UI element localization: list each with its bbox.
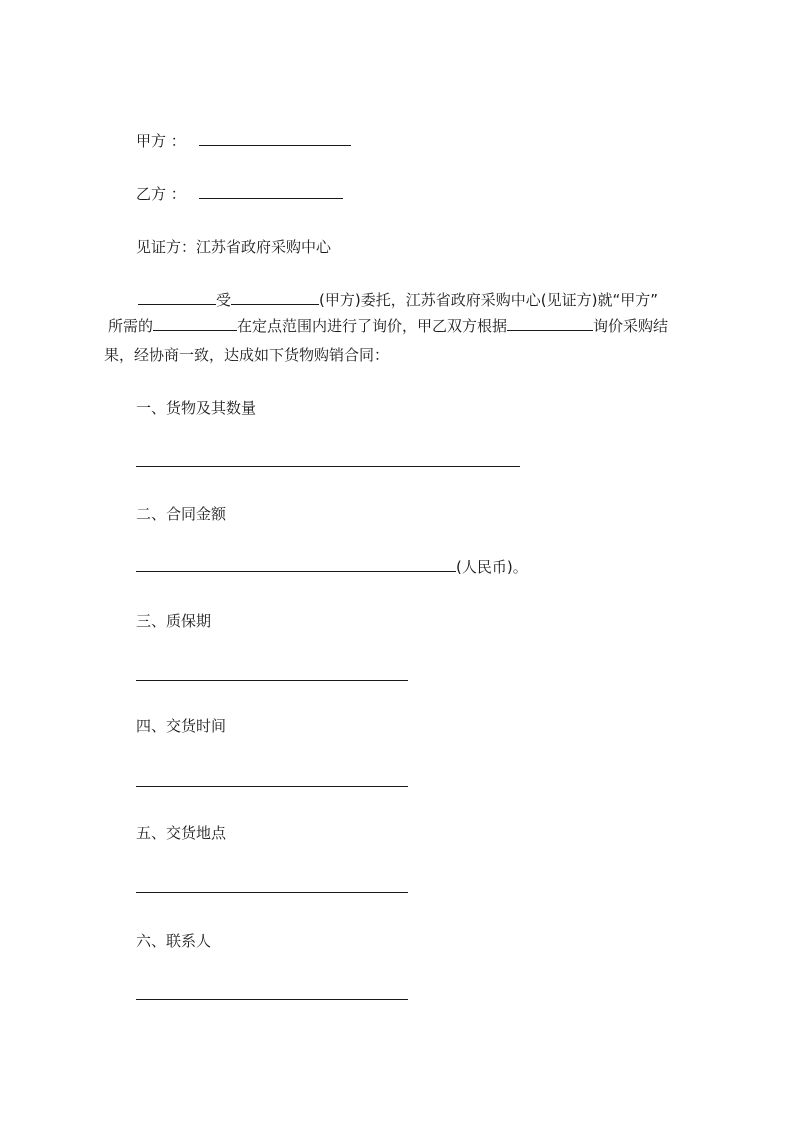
goods-blank[interactable] — [153, 316, 237, 331]
witness-label: 见证方： — [136, 238, 197, 256]
section-5-blank[interactable] — [136, 892, 408, 893]
section-4-heading: 四、交货时间 — [136, 717, 227, 735]
section-1-heading: 一、货物及其数量 — [136, 399, 257, 417]
party-a-row — [136, 131, 351, 151]
section-3-heading: 三、质保期 — [136, 612, 212, 630]
witness-value: 江苏省政府采购中心 — [196, 238, 332, 256]
preamble-conclusion: 果，经协商一致，达成如下货物购销合同： — [104, 346, 390, 364]
party-a-label: 甲方 ： — [136, 132, 186, 150]
preamble-needed: 所需的 — [108, 317, 154, 335]
section-2-row — [136, 557, 528, 577]
section-3-blank[interactable] — [136, 680, 408, 681]
preamble-receive: 受 — [216, 291, 232, 309]
preamble-scope: 在定点范围内进行了询价，甲乙双方根据 — [237, 317, 508, 335]
section-6-blank[interactable] — [136, 999, 408, 1000]
section-6-heading: 六、联系人 — [136, 932, 212, 950]
preamble-line-3 — [104, 345, 389, 365]
section-1-blank[interactable] — [136, 466, 520, 467]
section-5-heading: 五、交货地点 — [136, 824, 227, 842]
witness-row — [136, 237, 331, 257]
entrusting-party-blank[interactable] — [138, 290, 216, 305]
preamble-line-1 — [138, 290, 658, 310]
section-2-heading: 二、合同金额 — [136, 505, 227, 523]
section-4-blank[interactable] — [136, 786, 408, 787]
party-b-label: 乙方 ： — [136, 185, 186, 203]
section-2-currency: (人民币)。 — [456, 558, 528, 576]
party-b-blank[interactable] — [199, 184, 343, 199]
party-b-row — [136, 184, 343, 204]
party-a-name-blank[interactable] — [231, 290, 319, 305]
preamble-party-a: (甲方) — [319, 291, 361, 309]
preamble-line-2 — [108, 316, 668, 336]
preamble-result: 询价采购结 — [593, 317, 669, 335]
section-2-blank[interactable] — [136, 557, 456, 572]
preamble-commission: 委托，江苏省政府采购中心(见证方)就“甲方” — [360, 291, 658, 309]
inquiry-blank[interactable] — [507, 316, 593, 331]
party-a-blank[interactable] — [199, 131, 351, 146]
